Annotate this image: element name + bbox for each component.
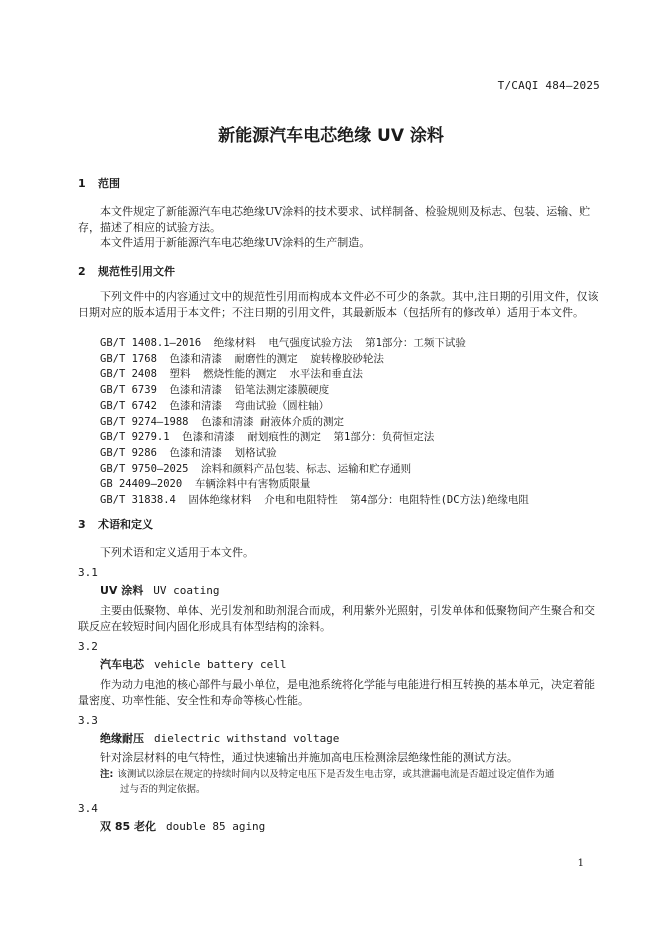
reference-item: GB/T 31838.4 固体绝缘材料 介电和电阻特性 第4部分：电阻特性(DC方法)绝缘电阻 bbox=[100, 494, 529, 507]
scope-paragraph-2: 本文件适用于新能源汽车电芯绝缘UV涂料的生产制造。 bbox=[100, 236, 371, 249]
term-number: 3.3 bbox=[78, 714, 98, 727]
reference-item: GB/T 1768 色漆和清漆 耐磨性的测定 旋转橡胶砂轮法 bbox=[100, 352, 384, 365]
term-definition: 针对涂层材料的电气特性，通过快速输出并施加高电压检测涂层绝缘性能的测试方法。 bbox=[100, 751, 518, 764]
term-name bbox=[100, 656, 286, 672]
page-number: 1 bbox=[577, 858, 584, 869]
term-en: double 85 aging bbox=[165, 820, 266, 833]
term-en: UV coating bbox=[153, 584, 220, 597]
reference-item: GB/T 9274—1988 色漆和清漆 耐液体介质的测定 bbox=[100, 415, 344, 428]
reference-item: GB/T 1408.1—2016 绝缘材料 电气强度试验方法 第1部分：工频下试验 bbox=[100, 337, 466, 349]
section-number: 2 bbox=[78, 265, 86, 278]
term-definition: 作为动力电池的核心部件与最小单位，是电池系统将化学能与电能进行相互转换的基本单元，决定着能量密度、功率性能、安全性和寿命等核心性能。 bbox=[78, 678, 595, 707]
term-name bbox=[100, 582, 220, 598]
document-code: T/CAQI 484—2025 bbox=[497, 79, 600, 92]
section-title: 范围 bbox=[98, 177, 120, 190]
reference-list bbox=[100, 336, 529, 509]
document-title: 新能源汽车电芯绝缘 UV 涂料 bbox=[218, 126, 444, 146]
section-3-heading bbox=[78, 516, 153, 532]
term-en: vehicle battery cell bbox=[154, 658, 287, 671]
terms-intro: 下列术语和定义适用于本文件。 bbox=[100, 546, 254, 559]
term-note bbox=[100, 768, 600, 797]
reference-item: GB/T 9279.1 色漆和清漆 耐划痕性的测定 第1部分：负荷恒定法 bbox=[100, 431, 435, 444]
term-definition: 主要由低聚物、单体、光引发剂和助剂混合而成，利用紫外光照射，引发单体和低聚物间产生聚合和交联反应在较短时间内固化形成具有体型结构的涂料。 bbox=[78, 604, 595, 633]
section-title: 术语和定义 bbox=[98, 518, 153, 531]
term-en: dielectric withstand voltage bbox=[154, 732, 340, 745]
note-label: 注: bbox=[100, 769, 114, 780]
term-zh: UV 涂料 bbox=[100, 584, 144, 597]
section-1-heading bbox=[78, 175, 120, 191]
term-number: 3.1 bbox=[78, 566, 98, 579]
term-zh: 汽车电芯 bbox=[100, 658, 144, 671]
section-number: 3 bbox=[78, 518, 86, 531]
term-number: 3.4 bbox=[78, 802, 98, 815]
term-number: 3.2 bbox=[78, 640, 98, 653]
reference-item: GB/T 2408 塑料 燃烧性能的测定 水平法和垂直法 bbox=[100, 368, 363, 381]
reference-item: GB/T 9286 色漆和清漆 划格试验 bbox=[100, 446, 277, 459]
term-name bbox=[100, 818, 265, 834]
term-zh: 绝缘耐压 bbox=[100, 732, 144, 745]
reference-item: GB/T 6742 色漆和清漆 弯曲试验（圆柱轴） bbox=[100, 399, 330, 412]
term-name bbox=[100, 730, 339, 746]
reference-item: GB 24409—2020 车辆涂料中有害物质限量 bbox=[100, 478, 311, 491]
references-intro: 下列文件中的内容通过文中的规范性引用而构成本文件必不可少的条款。其中,注日期的引用文件，仅该日期对应的版本适用于本文件；不注日期的引用文件，其最新版本（包括所有的修改单）适用于本文件。 bbox=[78, 290, 599, 319]
note-text-line1: 该测试以涂层在规定的持续时间内以及特定电压下是否发生电击穿，或其泄漏电流是否超过设定值作为通 bbox=[117, 769, 555, 780]
section-2-heading bbox=[78, 263, 175, 279]
scope-paragraph-1: 本文件规定了新能源汽车电芯绝缘UV涂料的技术要求、试样制备、检验规则及标志、包装、运输、贮存，描述了相应的试验方法。 bbox=[78, 205, 591, 234]
note-text-line2: 过与否的判定依据。 bbox=[120, 783, 206, 795]
section-number: 1 bbox=[78, 177, 86, 190]
term-zh: 双 85 老化 bbox=[100, 820, 156, 833]
section-title: 规范性引用文件 bbox=[98, 265, 175, 278]
reference-item: GB/T 9750—2025 涂料和颜料产品包装、标志、运输和贮存通则 bbox=[100, 462, 412, 475]
reference-item: GB/T 6739 色漆和清漆 铅笔法测定漆膜硬度 bbox=[100, 384, 330, 397]
